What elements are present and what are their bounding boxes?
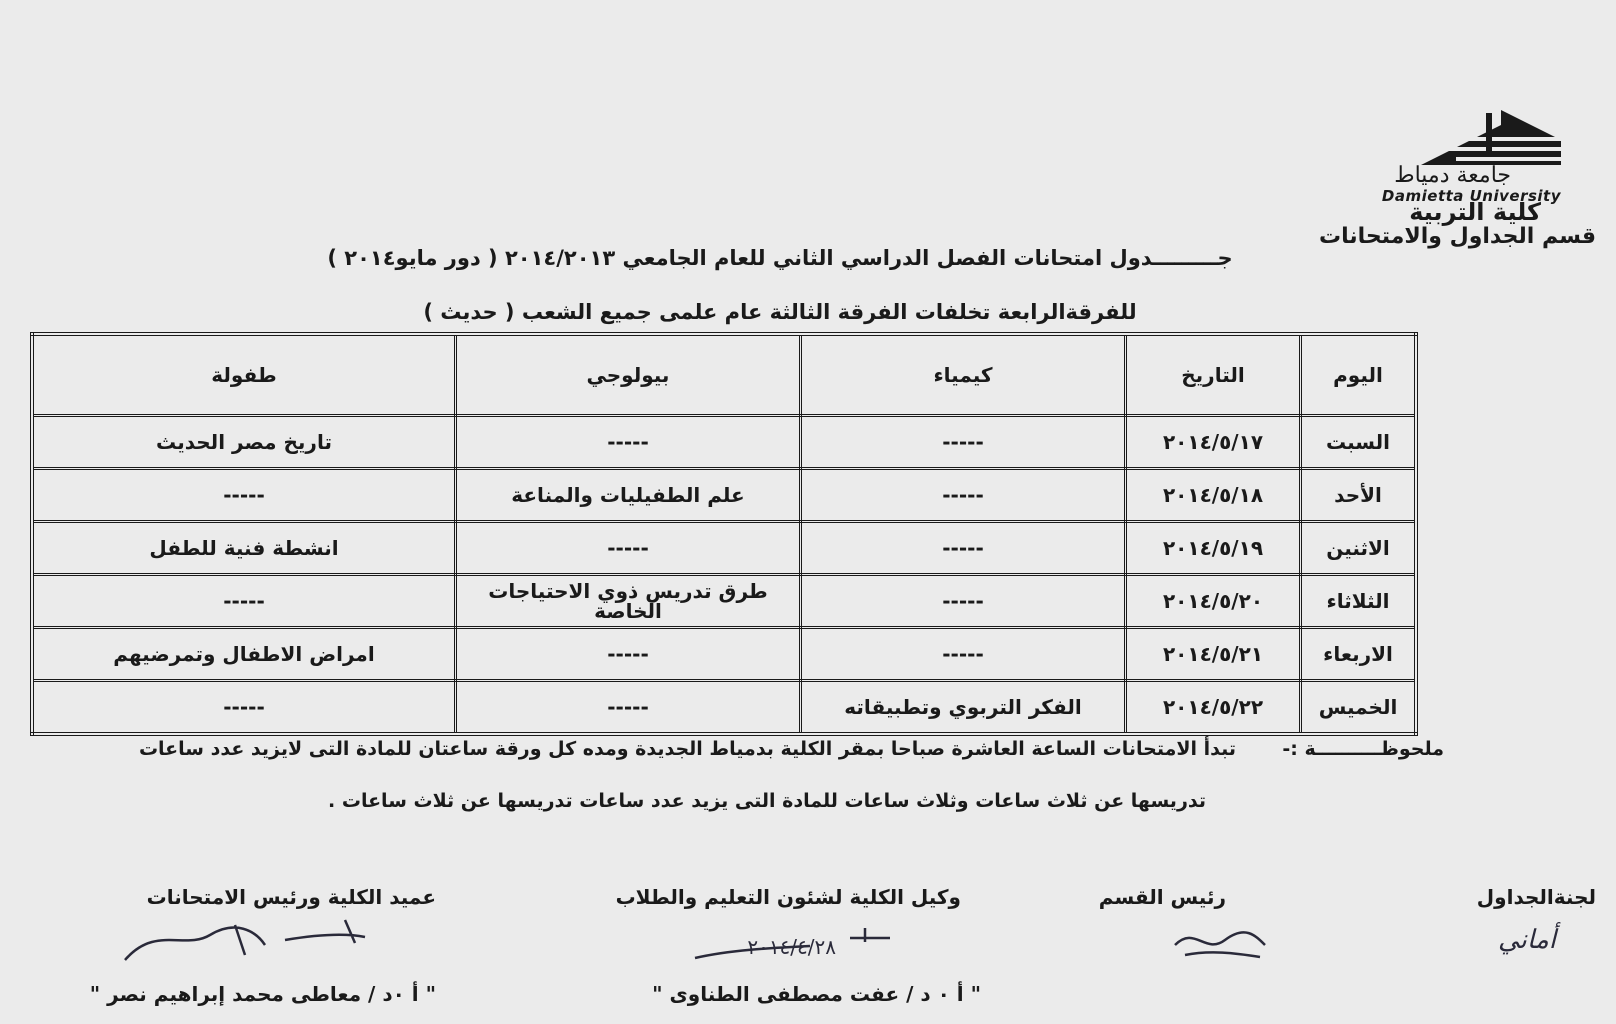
cell-day: الثلاثاء — [1301, 575, 1417, 628]
cell-day: الاربعاء — [1301, 628, 1417, 681]
table-row — [32, 416, 1416, 469]
header-childhood: طفولة — [32, 334, 456, 416]
cell-date: ٢٠١٤/٥/١٨ — [1126, 469, 1301, 522]
table-row — [32, 469, 1416, 522]
header-chemistry: كيمياء — [801, 334, 1126, 416]
note-line-1: تبدأ الامتحانات الساعة العاشرة صباحا بمقر الكلية بدمياط الجديدة ومده كل ورقة ساعتان للمادة التى لايزيد عدد ساعات — [138, 738, 1236, 760]
cell-childhood: امراض الاطفال وتمرضيهم — [32, 628, 456, 681]
cell-chemistry: ----- — [801, 416, 1126, 469]
faculty-name: كلية التربية — [1409, 198, 1541, 226]
cell-chemistry: ----- — [801, 575, 1126, 628]
cell-day: الاثنين — [1301, 522, 1417, 575]
cell-biology: ----- — [456, 416, 801, 469]
cell-date: ٢٠١٤/٥/٢١ — [1126, 628, 1301, 681]
header-day: اليوم — [1301, 334, 1417, 416]
cell-biology: طرق تدريس ذوي الاحتياجات الخاصة — [456, 575, 801, 628]
exam-schedule-table — [30, 332, 1418, 736]
table-row — [32, 522, 1416, 575]
cell-date: ٢٠١٤/٥/١٩ — [1126, 522, 1301, 575]
committee-signature: أماني — [1498, 925, 1556, 955]
cell-chemistry: ----- — [801, 469, 1126, 522]
cell-day: الأحد — [1301, 469, 1417, 522]
cell-childhood: ----- — [32, 681, 456, 735]
table-row — [32, 681, 1416, 735]
cell-day: السبت — [1301, 416, 1417, 469]
department-name: قسم الجداول والامتحانات — [1319, 224, 1596, 249]
cell-childhood: ----- — [32, 469, 456, 522]
university-name-en: Damietta University — [1381, 187, 1561, 205]
cell-chemistry: الفكر التربوي وتطبيقاته — [801, 681, 1126, 735]
header-biology: بيولوجي — [456, 334, 801, 416]
header-date: التاريخ — [1126, 334, 1301, 416]
dept-head-signature-icon — [1165, 915, 1275, 965]
university-logo-icon — [1361, 105, 1561, 165]
schedule-title: جـــــــــدول امتحانات الفصل الدراسي الثاني للعام الجامعي ٢٠١٤/٢٠١٣ ( دور مايو٢٠١٤ ) — [327, 246, 1233, 270]
dean-signature-icon — [115, 905, 375, 970]
cell-date: ٢٠١٤/٥/٢٢ — [1126, 681, 1301, 735]
vice-dean-name: " أ ٠ د / عفت مصطفى الطناوى " — [652, 982, 981, 1006]
cell-childhood: تاريخ مصر الحديث — [32, 416, 456, 469]
dean-name: " أ ٠د / معاطى محمد إبراهيم نصر " — [89, 982, 436, 1006]
cell-date: ٢٠١٤/٥/١٧ — [1126, 416, 1301, 469]
schedule-subtitle: للفرقةالرابعة تخلفات الفرقة الثالثة عام علمى جميع الشعب ( حديث ) — [423, 300, 1137, 324]
cell-biology: ----- — [456, 628, 801, 681]
cell-day: الخميس — [1301, 681, 1417, 735]
note-line-2: تدريسها عن ثلاث ساعات وثلاث ساعات للمادة التى يزيد عدد ساعات تدريسها عن ثلاث ساعات . — [328, 790, 1206, 812]
cell-chemistry: ----- — [801, 628, 1126, 681]
committee-title: لجنةالجداول — [1476, 885, 1596, 909]
cell-date: ٢٠١٤/٥/٢٠ — [1126, 575, 1301, 628]
vice-dean-handwritten-date: ٢٠١٤/٤/٢٨ — [747, 935, 836, 959]
dean-title: عميد الكلية ورئيس الامتحانات — [146, 885, 436, 909]
vice-dean-title: وكيل الكلية لشئون التعليم والطلاب — [615, 885, 961, 909]
cell-biology: علم الطفيليات والمناعة — [456, 469, 801, 522]
cell-childhood: ----- — [32, 575, 456, 628]
note-label: ملحوظــــــــــة :- — [1282, 738, 1444, 760]
cell-childhood: انشطة فنية للطفل — [32, 522, 456, 575]
university-name-ar: جامعة دمياط — [1394, 163, 1511, 188]
cell-biology: ----- — [456, 681, 801, 735]
cell-chemistry: ----- — [801, 522, 1126, 575]
cell-biology: ----- — [456, 522, 801, 575]
table-row — [32, 575, 1416, 628]
dept-head-title: رئيس القسم — [1098, 885, 1226, 909]
table-row — [32, 628, 1416, 681]
table-header-row — [32, 334, 1416, 416]
